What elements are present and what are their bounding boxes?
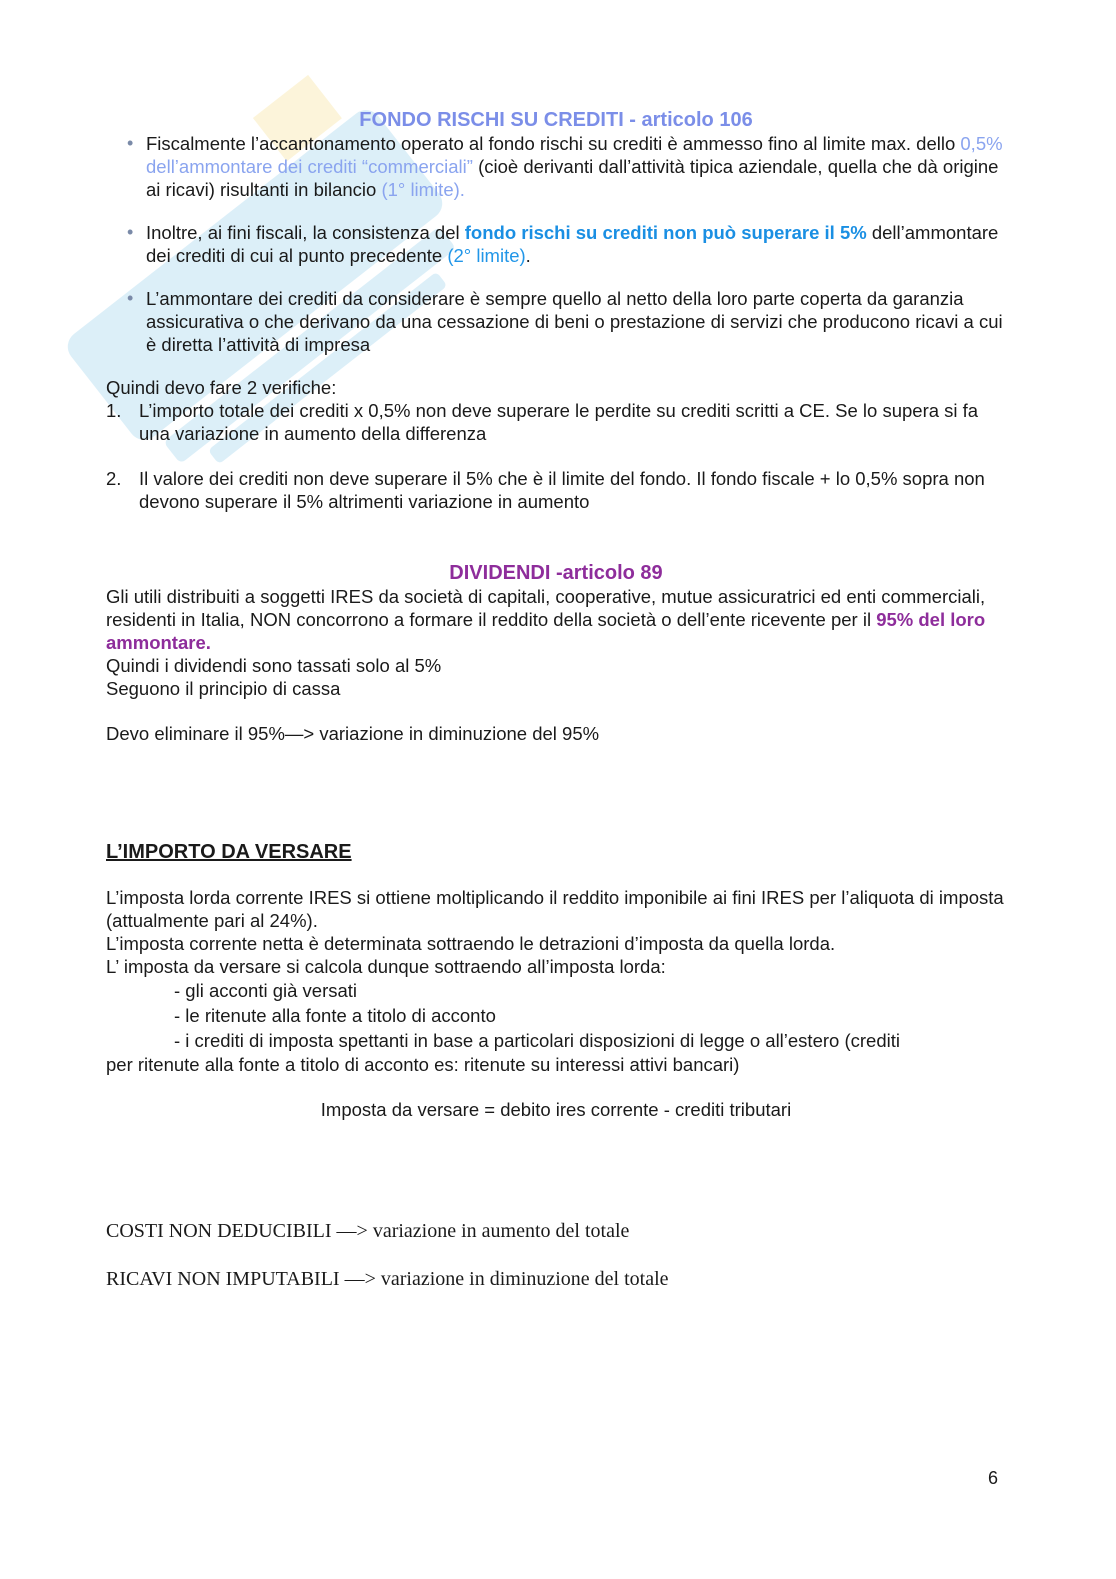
dividendi-line-3: Seguono il principio di cassa: [106, 678, 341, 699]
costi-non-deducibili: COSTI NON DEDUCIBILI —> variazione in aumento del totale: [106, 1220, 630, 1242]
checks-intro: Quindi devo fare 2 verifiche:: [106, 377, 337, 398]
fondo-bullet-2: [106, 221, 1006, 267]
fondo-rischi-heading: FONDO RISCHI SU CREDITI - articolo 106: [359, 109, 753, 131]
importo-paragraph-3: L’ imposta da versare si calcola dunque sottraendo all’imposta lorda:: [106, 956, 666, 977]
importo-paragraph-2: L’imposta corrente netta è determinata sottraendo le detrazioni d’imposta da quella lorda.: [106, 933, 836, 954]
dividendi-text: Gli utili distribuiti a soggetti IRES da società di capitali, cooperative, mutue assicuratrici ed enti commerciali, residenti in Italia, NON concorrono a formare il reddito della società o dell’ente ricevente per il: [106, 586, 986, 630]
importo-dash-item-1: - gli acconti già versati: [174, 980, 358, 1001]
bullet1-text-c: (cioè derivanti dall’attività tipica aziendale, quella che dà origine ai ricavi) risultanti in bilancio: [146, 156, 999, 200]
check-number: 2.: [106, 468, 122, 489]
dividendi-line-2: Quindi i dividendi sono tassati solo al 5%: [106, 655, 442, 676]
dividendi-line-4: Devo eliminare il 95%—> variazione in diminuzione del 95%: [106, 723, 600, 744]
importo-continuation: per ritenute alla fonte a titolo di acconto es: ritenute su interessi attivi bancari): [106, 1054, 740, 1075]
bullet2-text-a: Inoltre, ai fini fiscali, la consistenza del: [146, 222, 465, 243]
importo-paragraph-1: L’imposta lorda corrente IRES si ottiene moltiplicando il reddito imponibile ai fini IRES per l’aliquota di imposta (attualmente pari al 24%).: [106, 887, 1004, 931]
bullet2-limit-note: (2° limite): [447, 245, 526, 266]
bullet1-limit-note: (1° limite).: [381, 179, 465, 200]
check-text: L’importo totale dei crediti x 0,5% non deve superare le perdite su crediti scritti a CE. Se lo supera si fa una variazione in aumento della differenza: [139, 400, 979, 444]
fondo-bullet-1: [106, 132, 1006, 201]
fondo-bullet-list: [106, 132, 1006, 356]
check-item-1: [106, 399, 1006, 445]
importo-formula: Imposta da versare = debito ires corrente - crediti tributari: [320, 1099, 792, 1120]
importo-dash-item-2: - le ritenute alla fonte a titolo di acconto: [174, 1005, 496, 1026]
ricavi-non-imputabili: RICAVI NON IMPUTABILI —> variazione in diminuzione del totale: [106, 1268, 669, 1290]
fondo-bullet-3: • L’ammontare dei crediti da considerare è sempre quello al netto della loro parte coperta da garanzia assicurativa o che derivano da una cessazione di beni o prestazione di servizi che producono ricavi a cui è diretta l’attività di impresa: [106, 287, 1006, 356]
check-number: 1.: [106, 400, 122, 421]
bullet1-text-a: Fiscalmente l’accantonamento operato al fondo rischi su crediti è ammesso fino al limite max. dello: [146, 133, 961, 154]
checks-list: [106, 399, 1006, 513]
bullet2-text-c: dell’ammontare dei crediti di cui al punto precedente: [146, 222, 999, 266]
dividendi-paragraph: [106, 585, 1006, 654]
bullet2-highlight: fondo rischi su crediti non può superare il 5%: [464, 222, 867, 243]
dividendi-highlight: 95% del loro ammontare.: [106, 609, 986, 653]
importo-dash-item-3: - i crediti di imposta spettanti in base a particolari disposizioni di legge o all’estero (crediti: [174, 1030, 900, 1051]
page-number: 6: [988, 1468, 999, 1488]
dividendi-heading: DIVIDENDI -articolo 89: [449, 562, 663, 584]
importo-heading: L’IMPORTO DA VERSARE: [106, 841, 352, 863]
bullet2-text-e: .: [525, 245, 531, 266]
page-content: [106, 108, 1006, 1291]
check-item-2: [106, 467, 1006, 513]
check-text: Il valore dei crediti non deve superare il 5% che è il limite del fondo. Il fondo fiscale + lo 0,5% sopra non devono superare il 5% altrimenti variazione in aumento: [139, 468, 985, 512]
bullet1-highlight: 0,5% dell’ammontare dei crediti “commerciali”: [146, 133, 1003, 177]
